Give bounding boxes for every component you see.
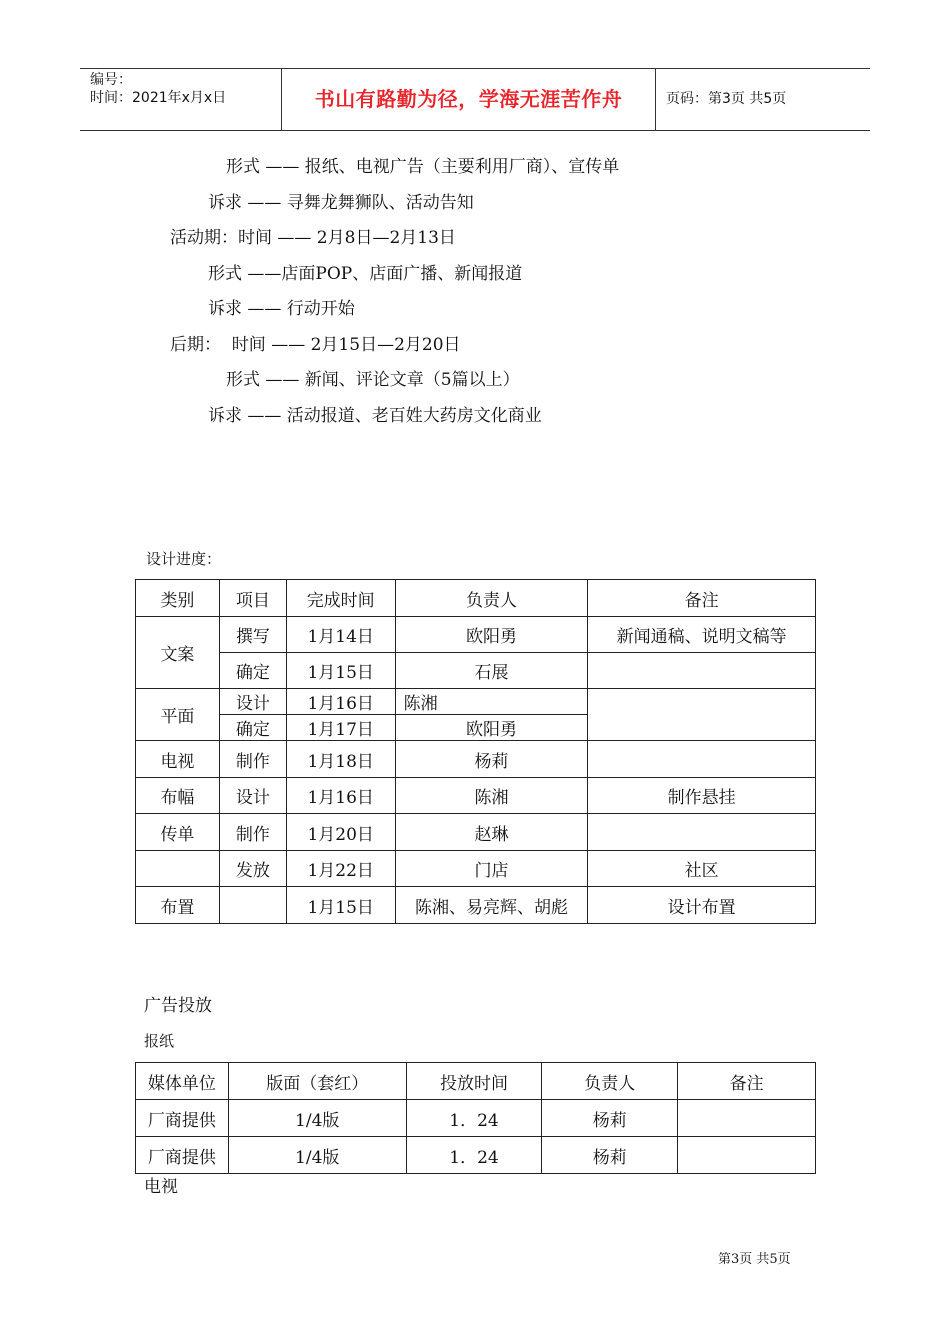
note-cell: 制作悬挂 <box>588 778 816 814</box>
header-page-number: 页码：第3页 共5页 <box>666 91 787 107</box>
column-header: 完成时间 <box>286 580 395 617</box>
media-unit-cell: 厂商提供 <box>136 1100 229 1137</box>
time-cell: 1月14日 <box>286 617 395 653</box>
column-header: 备注 <box>678 1063 816 1100</box>
person-cell: 欧阳勇 <box>395 715 588 741</box>
time-cell: 1月16日 <box>286 689 395 715</box>
document-date: 时间：2021年x月x日 <box>90 90 227 106</box>
layout-cell: 1/4版 <box>228 1137 406 1174</box>
time-cell: 1．24 <box>406 1100 542 1137</box>
note-cell: 设计布置 <box>588 887 816 924</box>
schedule-line: 诉求 —— 活动报道、老百姓大药房文化商业 <box>208 406 542 426</box>
category-cell: 文案 <box>136 617 220 689</box>
category-cell: 传单 <box>136 814 220 851</box>
item-cell: 确定 <box>219 715 286 741</box>
design-progress-title: 设计进度： <box>146 550 222 568</box>
person-cell: 赵琳 <box>395 814 588 851</box>
person-cell: 陈湘 <box>395 689 588 715</box>
table-header-row <box>136 1063 816 1100</box>
item-cell: 设计 <box>219 778 286 814</box>
item-cell: 撰写 <box>219 617 286 653</box>
schedule-line: 诉求 —— 行动开始 <box>208 299 355 319</box>
category-cell: 布幅 <box>136 778 220 814</box>
table-row <box>136 814 816 851</box>
note-cell <box>678 1137 816 1174</box>
time-cell: 1月18日 <box>286 741 395 778</box>
table-row <box>136 851 816 887</box>
note-cell <box>588 814 816 851</box>
table-row <box>136 617 816 653</box>
header-motto: 书山有路勤为径，学海无涯苦作舟 <box>314 87 623 111</box>
schedule-line: 活动期：时间 —— 2月8日—2月13日 <box>170 228 456 248</box>
schedule-line: 形式 ——店面POP、店面广播、新闻报道 <box>208 264 523 284</box>
design-progress-table <box>135 579 816 924</box>
table-row <box>136 1137 816 1174</box>
item-cell: 发放 <box>219 851 286 887</box>
column-header: 负责人 <box>542 1063 678 1100</box>
person-cell: 欧阳勇 <box>395 617 588 653</box>
schedule-line: 后期： 时间 —— 2月15日—2月20日 <box>170 335 461 355</box>
table-row <box>136 689 816 715</box>
note-cell: 社区 <box>588 851 816 887</box>
layout-cell: 1/4版 <box>228 1100 406 1137</box>
person-cell: 陈湘、易亮辉、胡彪 <box>395 887 588 924</box>
page-footer: 第3页 共5页 <box>718 1252 791 1267</box>
note-cell <box>588 741 816 778</box>
schedule-line: 形式 —— 新闻、评论文章（5篇以上） <box>226 370 520 390</box>
table-row <box>136 1100 816 1137</box>
note-cell <box>588 689 816 741</box>
table-row <box>136 887 816 924</box>
person-cell: 杨莉 <box>542 1100 678 1137</box>
time-cell: 1．24 <box>406 1137 542 1174</box>
category-cell: 布置 <box>136 887 220 924</box>
ads-title: 广告投放 <box>144 996 212 1016</box>
media-unit-cell: 厂商提供 <box>136 1137 229 1174</box>
time-cell: 1月15日 <box>286 887 395 924</box>
note-cell <box>678 1100 816 1137</box>
column-header: 媒体单位 <box>136 1063 229 1100</box>
person-cell: 门店 <box>395 851 588 887</box>
note-cell: 新闻通稿、说明文稿等 <box>588 617 816 653</box>
table-row <box>136 741 816 778</box>
category-cell: 平面 <box>136 689 220 741</box>
item-cell <box>219 887 286 924</box>
item-cell: 设计 <box>219 689 286 715</box>
person-cell: 陈湘 <box>395 778 588 814</box>
column-header: 备注 <box>588 580 816 617</box>
item-cell: 确定 <box>219 653 286 689</box>
time-cell: 1月22日 <box>286 851 395 887</box>
header-meta <box>90 71 226 107</box>
table-row <box>136 778 816 814</box>
column-header: 项目 <box>219 580 286 617</box>
tv-label: 电视 <box>144 1177 178 1197</box>
schedule-line: 形式 —— 报纸、电视广告（主要利用厂商）、宣传单 <box>226 157 620 177</box>
person-cell: 杨莉 <box>395 741 588 778</box>
time-cell: 1月16日 <box>286 778 395 814</box>
time-cell: 1月17日 <box>286 715 395 741</box>
newspaper-ads-table <box>135 1062 816 1174</box>
column-header: 投放时间 <box>406 1063 542 1100</box>
item-cell: 制作 <box>219 741 286 778</box>
table-header-row <box>136 580 816 617</box>
schedule-line: 诉求 —— 寻舞龙舞狮队、活动告知 <box>208 193 474 213</box>
document-number: 编号： <box>90 72 132 88</box>
person-cell: 杨莉 <box>542 1137 678 1174</box>
note-cell <box>588 653 816 689</box>
time-cell: 1月20日 <box>286 814 395 851</box>
person-cell: 石展 <box>395 653 588 689</box>
category-cell <box>136 851 220 887</box>
category-cell: 电视 <box>136 741 220 778</box>
column-header: 版面（套红） <box>228 1063 406 1100</box>
page-header <box>80 68 870 131</box>
time-cell: 1月15日 <box>286 653 395 689</box>
column-header: 负责人 <box>395 580 588 617</box>
column-header: 类别 <box>136 580 220 617</box>
table-row <box>136 653 816 689</box>
header-divider <box>655 69 656 130</box>
item-cell: 制作 <box>219 814 286 851</box>
newspaper-label: 报纸 <box>144 1032 175 1050</box>
